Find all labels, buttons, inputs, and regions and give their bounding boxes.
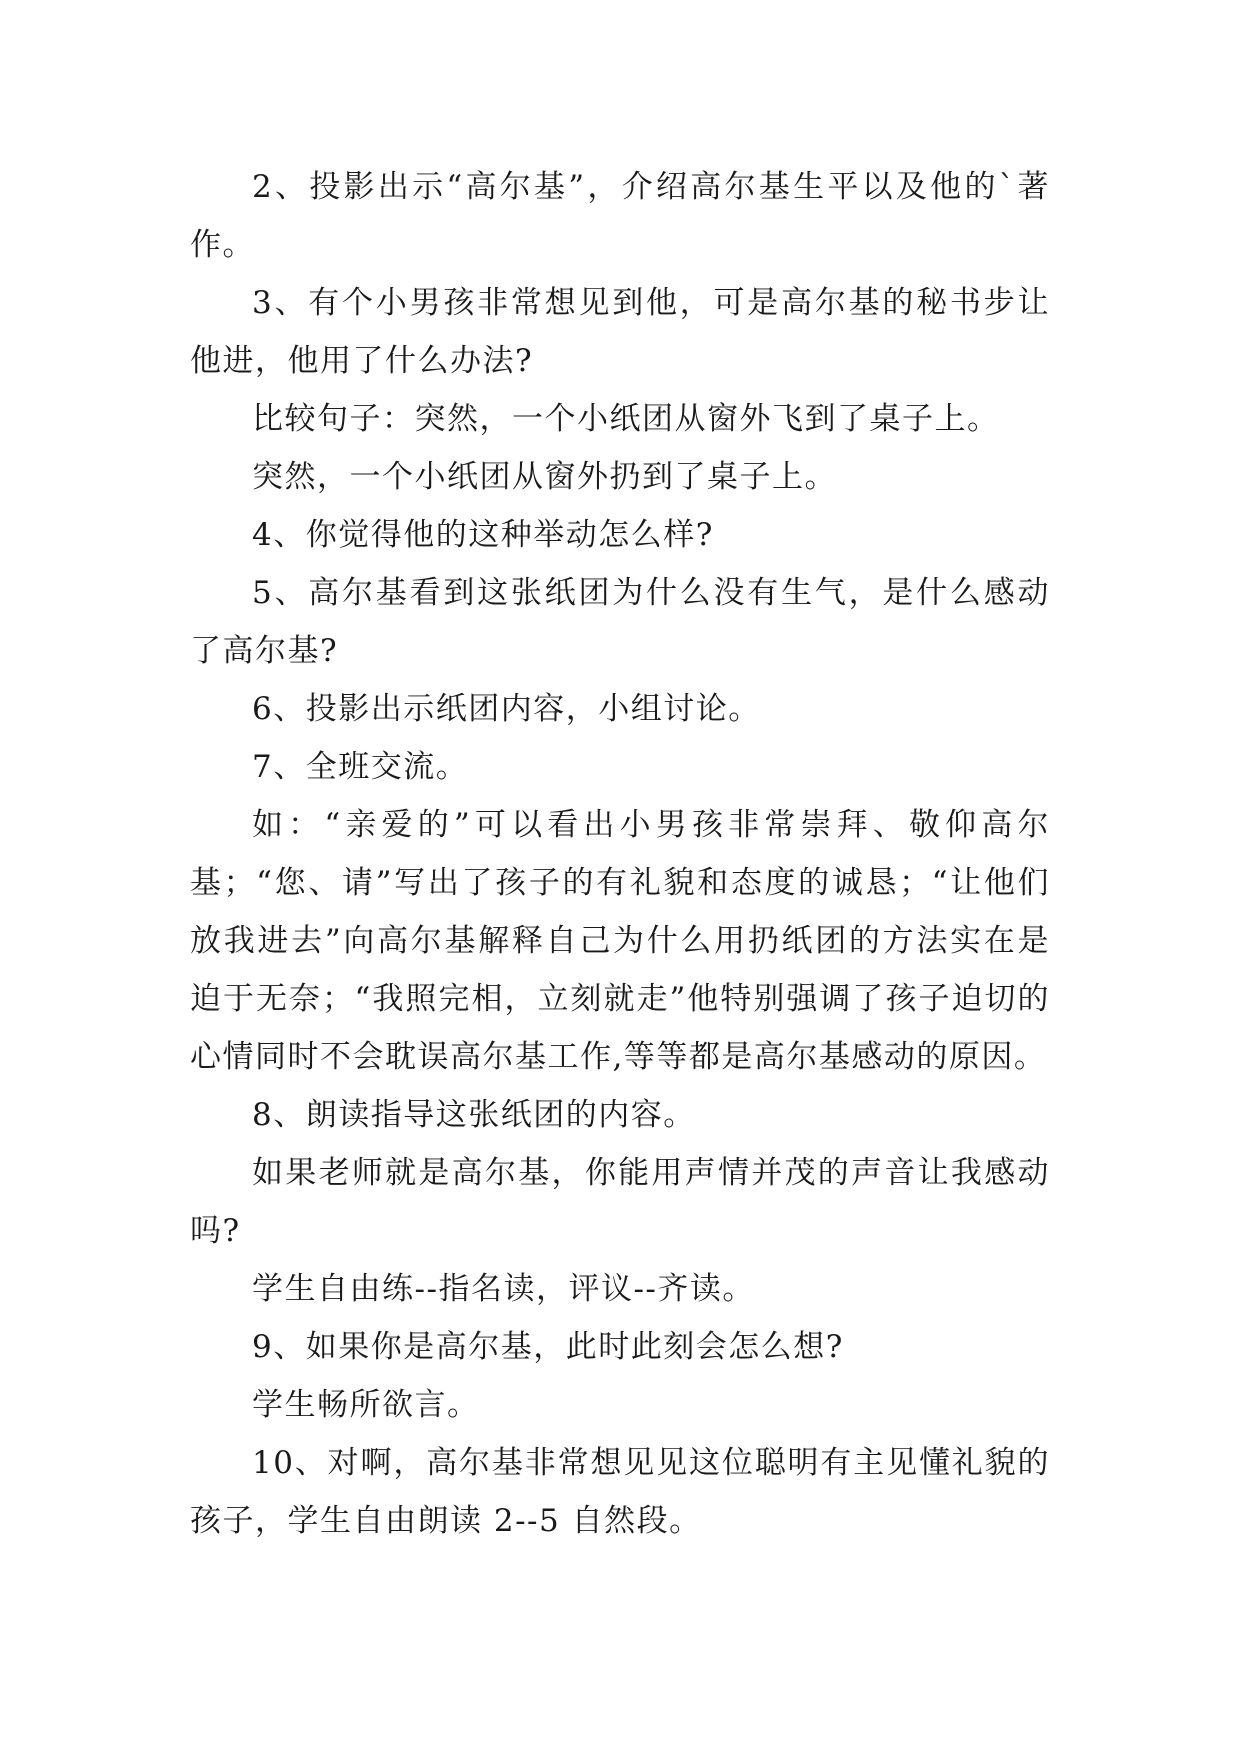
paragraph-step-7: 7、全班交流。 [252,749,469,785]
paragraph-class-discussion: 如：“亲爱的”可以看出小男孩非常崇拜、敬仰高尔基；“您、请”写出了孩子的有礼貌和态度的诚恳；“让他们放我进去”向高尔基解释自己为什么用扔纸团的方法实在是迫于无奈；“我照完相，立刻就走”他特别强调了孩子迫切的心情同时不会耽误高尔基工作,等等都是高尔基感动的原因。 [190,807,1050,1075]
paragraph-teacher-prompt: 如果老师就是高尔基，你能用声情并茂的声音让我感动吗? [190,1155,1050,1249]
paragraph-step-9: 9、如果你是高尔基，此时此刻会怎么想? [252,1329,844,1365]
paragraph-student-speak: 学生畅所欲言。 [252,1387,480,1423]
paragraph-step-2: 2、投影出示“高尔基”，介绍高尔基生平以及他的`著作。 [190,169,1050,263]
paragraph-compare-sentence-1: 比较句子：突然，一个小纸团从窗外飞到了桌子上。 [252,401,1000,437]
paragraph-compare-sentence-2: 突然，一个小纸团从窗外扔到了桌子上。 [252,459,837,495]
paragraph-step-10: 10、对啊，高尔基非常想见见这位聪明有主见懂礼貌的孩子，学生自由朗读 2--5 自然段。 [190,1445,1050,1539]
paragraph-step-6: 6、投影出示纸团内容，小组讨论。 [252,691,761,727]
paragraph-step-5: 5、高尔基看到这张纸团为什么没有生气，是什么感动了高尔基? [190,575,1050,669]
paragraph-student-practice: 学生自由练--指名读，评议--齐读。 [252,1271,755,1307]
paragraph-step-4: 4、你觉得他的这种举动怎么样? [252,517,714,553]
paragraph-step-3: 3、有个小男孩非常想见到他，可是高尔基的秘书步让他进，他用了什么办法? [190,285,1050,379]
document-body [190,158,1050,1550]
paragraph-step-8: 8、朗读指导这张纸团的内容。 [252,1097,696,1133]
